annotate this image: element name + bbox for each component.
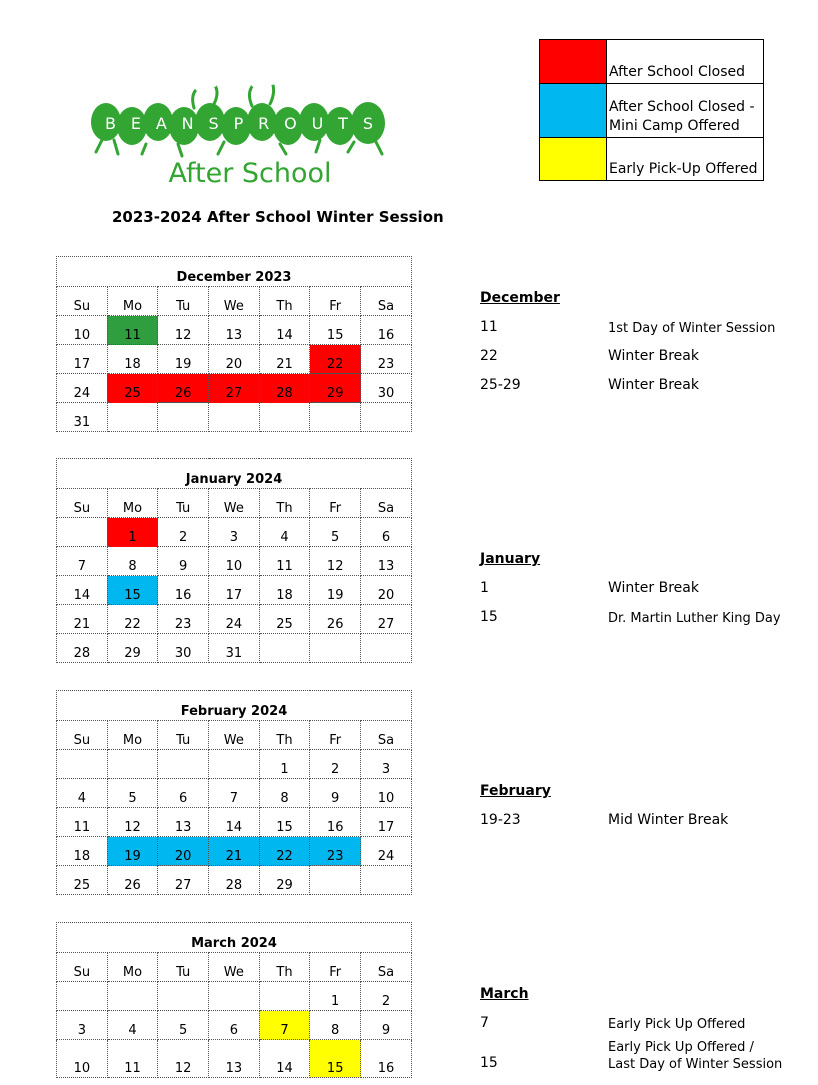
day-cell [158,982,209,1011]
day-cell: 19 [107,837,158,866]
day-cell [209,750,260,779]
day-cell: 13 [158,808,209,837]
weekday-header: Sa [361,489,412,518]
event-date: 25-29 [480,377,521,393]
day-cell: 5 [158,1011,209,1040]
day-cell: 16 [158,576,209,605]
day-cell: 13 [209,1040,260,1078]
day-cell [259,403,310,432]
day-cell: 22 [259,837,310,866]
calendar-january-2024 [56,458,412,663]
weekday-header: Th [259,953,310,982]
day-cell: 7 [57,547,108,576]
day-cell: 25 [107,374,158,403]
event-description: Early Pick Up Offered [608,1017,746,1032]
weekday-header: We [209,953,260,982]
weekday-header: Sa [361,953,412,982]
weekday-header: Mo [107,489,158,518]
event-description-line2: Last Day of Winter Session [608,1057,783,1072]
day-cell [310,403,361,432]
legend-row [540,138,764,181]
day-cell: 21 [209,837,260,866]
day-cell [107,982,158,1011]
weekday-header: Tu [158,721,209,750]
weekday-header: Fr [310,953,361,982]
day-cell: 11 [107,316,158,345]
weekday-header: Su [57,721,108,750]
weekday-header: Su [57,489,108,518]
day-cell: 26 [158,374,209,403]
legend-label: Early Pick-Up Offered [607,138,764,181]
day-cell [57,982,108,1011]
event-date: 15 [480,1055,498,1071]
day-cell: 5 [310,518,361,547]
day-cell: 1 [107,518,158,547]
calendar-month-title: February 2024 [57,691,412,721]
day-cell: 31 [57,403,108,432]
event-description: Mid Winter Break [608,812,729,828]
legend-label: After School Closed [607,40,764,84]
day-cell: 10 [361,779,412,808]
day-cell [361,866,412,895]
legend-label: After School Closed - Mini Camp Offered [607,84,764,138]
weekday-header: Tu [158,953,209,982]
day-cell: 23 [158,605,209,634]
calendar-february-2024 [56,690,412,895]
legend-row [540,84,764,138]
day-cell: 13 [361,547,412,576]
event-description: 1st Day of Winter Session [608,321,776,336]
events-heading-december: December [480,290,560,306]
day-cell: 8 [259,779,310,808]
day-cell: 16 [361,1040,412,1078]
day-cell: 15 [259,808,310,837]
day-cell: 20 [209,345,260,374]
day-cell: 11 [57,808,108,837]
day-cell: 28 [209,866,260,895]
event-description: Winter Break [608,377,699,393]
day-cell [209,403,260,432]
day-cell: 12 [158,1040,209,1078]
document-title: 2023-2024 After School Winter Session [112,208,444,226]
legend-table [539,39,764,181]
day-cell: 12 [158,316,209,345]
event-date: 19-23 [480,812,521,828]
beansprouts-logo [84,76,394,188]
day-cell: 7 [259,1011,310,1040]
logo-tagline: After School [168,158,332,188]
day-cell [259,982,310,1011]
day-cell: 28 [259,374,310,403]
day-cell: 19 [310,576,361,605]
calendar-december-2023 [56,256,412,432]
weekday-header: Fr [310,287,361,316]
day-cell [259,634,310,663]
day-cell: 26 [310,605,361,634]
calendar-march-2024 [56,922,412,1078]
day-cell [209,982,260,1011]
day-cell: 4 [107,1011,158,1040]
day-cell: 10 [57,316,108,345]
day-cell: 18 [259,576,310,605]
day-cell: 10 [209,547,260,576]
legend-swatch-red [540,40,607,84]
day-cell: 15 [310,316,361,345]
day-cell [158,403,209,432]
day-cell [361,403,412,432]
day-cell: 21 [259,345,310,374]
day-cell [57,750,108,779]
day-cell: 18 [57,837,108,866]
calendar-month-title: March 2024 [57,923,412,953]
day-cell: 22 [107,605,158,634]
day-cell: 2 [310,750,361,779]
day-cell: 17 [209,576,260,605]
weekday-header: Sa [361,721,412,750]
day-cell: 24 [209,605,260,634]
event-date: 7 [480,1015,489,1031]
day-cell: 8 [107,547,158,576]
day-cell: 10 [57,1040,108,1078]
day-cell: 6 [361,518,412,547]
day-cell: 29 [259,866,310,895]
day-cell: 14 [259,316,310,345]
weekday-header: Fr [310,489,361,518]
day-cell: 2 [361,982,412,1011]
day-cell: 27 [209,374,260,403]
day-cell: 5 [107,779,158,808]
weekday-header: Mo [107,287,158,316]
weekday-header: Su [57,953,108,982]
event-date: 22 [480,348,498,364]
weekday-header: We [209,287,260,316]
day-cell: 30 [361,374,412,403]
day-cell: 7 [209,779,260,808]
day-cell: 3 [209,518,260,547]
day-cell [158,750,209,779]
day-cell [310,634,361,663]
day-cell: 11 [259,547,310,576]
day-cell [107,750,158,779]
day-cell: 12 [310,547,361,576]
day-cell: 22 [310,345,361,374]
event-date: 15 [480,609,498,625]
event-date: 1 [480,580,489,596]
events-heading-march: March [480,986,529,1002]
day-cell [310,866,361,895]
legend-swatch-yellow [540,138,607,181]
day-cell: 25 [259,605,310,634]
calendar-month-title: January 2024 [57,459,412,489]
weekday-header: Th [259,489,310,518]
day-cell: 20 [361,576,412,605]
event-date: 11 [480,319,498,335]
events-heading-february: February [480,783,551,799]
day-cell: 27 [158,866,209,895]
legend-swatch-blue [540,84,607,138]
day-cell: 31 [209,634,260,663]
day-cell: 6 [158,779,209,808]
day-cell: 16 [310,808,361,837]
event-description: Dr. Martin Luther King Day [608,611,781,626]
day-cell: 16 [361,316,412,345]
event-description: Winter Break [608,580,699,596]
day-cell: 27 [361,605,412,634]
day-cell [361,634,412,663]
day-cell: 4 [57,779,108,808]
day-cell: 9 [361,1011,412,1040]
weekday-header: Th [259,287,310,316]
weekday-header: Mo [107,721,158,750]
day-cell: 1 [310,982,361,1011]
day-cell: 17 [57,345,108,374]
event-description: Early Pick Up Offered / [608,1040,754,1055]
day-cell: 13 [209,316,260,345]
weekday-header: Tu [158,287,209,316]
day-cell: 23 [310,837,361,866]
day-cell: 24 [361,837,412,866]
day-cell [107,403,158,432]
day-cell: 14 [259,1040,310,1078]
events-heading-january: January [480,551,541,567]
day-cell: 8 [310,1011,361,1040]
day-cell: 24 [57,374,108,403]
weekday-header: Th [259,721,310,750]
day-cell: 2 [158,518,209,547]
calendar-month-title: December 2023 [57,257,412,287]
weekday-header: Su [57,287,108,316]
day-cell: 3 [361,750,412,779]
day-cell: 9 [158,547,209,576]
day-cell: 30 [158,634,209,663]
weekday-header: Mo [107,953,158,982]
day-cell: 23 [361,345,412,374]
weekday-header: We [209,489,260,518]
day-cell: 19 [158,345,209,374]
day-cell [57,518,108,547]
day-cell: 9 [310,779,361,808]
day-cell: 29 [107,634,158,663]
day-cell: 1 [259,750,310,779]
day-cell: 11 [107,1040,158,1078]
day-cell: 21 [57,605,108,634]
day-cell: 18 [107,345,158,374]
day-cell: 28 [57,634,108,663]
day-cell: 6 [209,1011,260,1040]
day-cell: 20 [158,837,209,866]
logo-letters: BEANSPROUTS [105,114,373,133]
day-cell: 14 [209,808,260,837]
day-cell: 12 [107,808,158,837]
day-cell: 4 [259,518,310,547]
day-cell: 15 [107,576,158,605]
day-cell: 26 [107,866,158,895]
day-cell: 17 [361,808,412,837]
day-cell: 3 [57,1011,108,1040]
day-cell: 25 [57,866,108,895]
weekday-header: We [209,721,260,750]
weekday-header: Fr [310,721,361,750]
day-cell: 15 [310,1040,361,1078]
legend-row [540,40,764,84]
weekday-header: Sa [361,287,412,316]
day-cell: 29 [310,374,361,403]
event-description: Winter Break [608,348,699,364]
weekday-header: Tu [158,489,209,518]
day-cell: 14 [57,576,108,605]
